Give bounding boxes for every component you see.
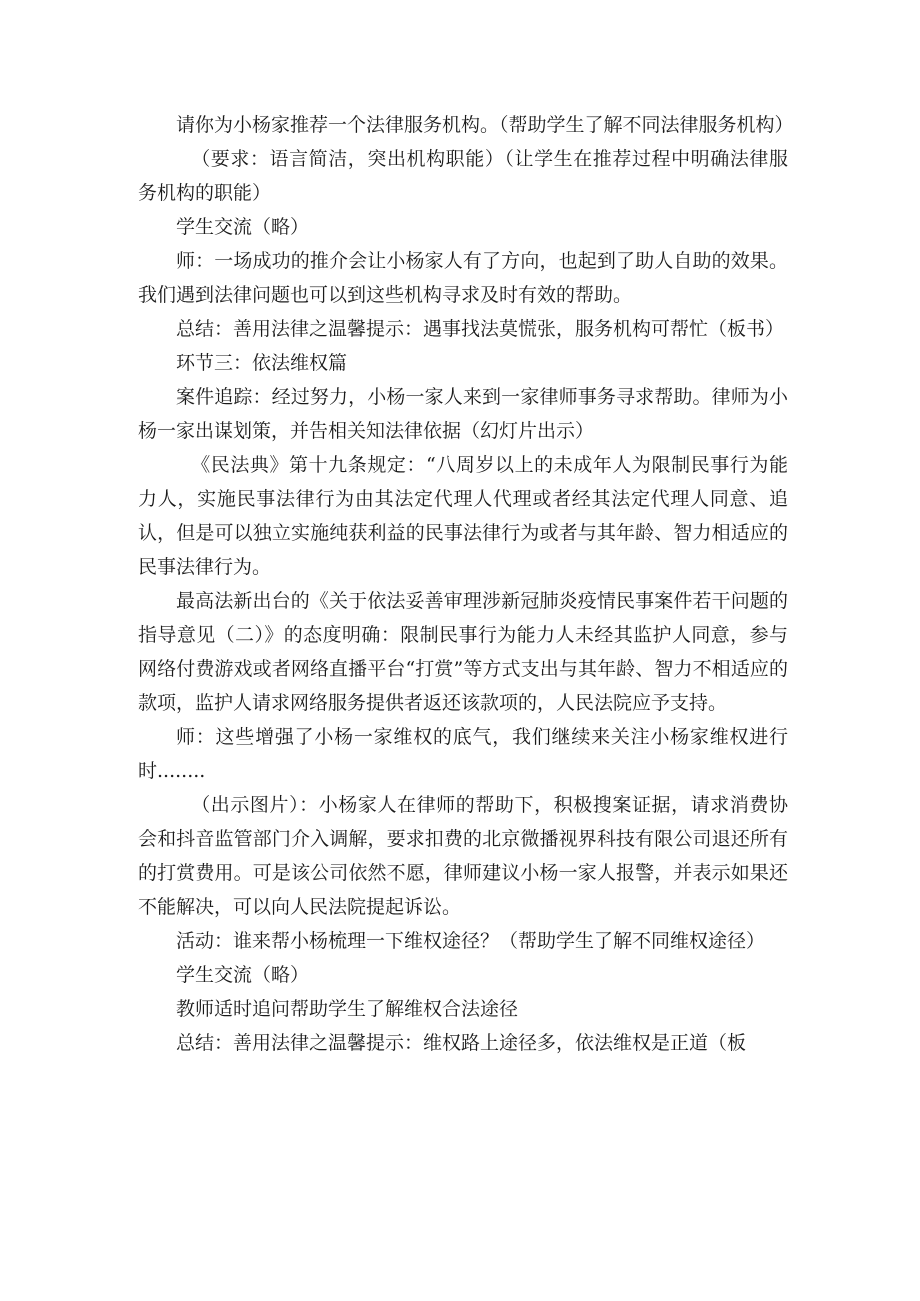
paragraph-student-exchange: 学生交流（略） — [176, 216, 310, 238]
paragraph-student-exchange-2: 学生交流（略） — [176, 964, 310, 986]
paragraph-summary-2: 总结：善用法律之温馨提示：维权路上途径多，依法维权是正道（板 — [176, 1032, 747, 1054]
paragraph-requirement: （要求：语言简洁，突出机构职能）（让学生在推荐过程中明确法律服务机构的职能） — [138, 148, 788, 204]
paragraph-civil-code: 《民法典》第十九条规定：“八周岁以上的未成年人为限制民事行为能力人，实施民事法律行为由其法定代理人代理或者经其法定代理人同意、追认，但是可以独立实施纯获利益的民事法律行为或者与其年龄、智力相适应的民事法律行为。 — [138, 454, 788, 578]
paragraph-teacher-remark: 师：一场成功的推介会让小杨家人有了方向，也起到了助人自助的效果。我们遇到法律问题也可以到这些机构寻求及时有效的帮助。 — [138, 250, 788, 306]
document-page — [138, 108, 794, 1060]
paragraph-supreme-court: 最高法新出台的《关于依法妥善审理涉新冠肺炎疫情民事案件若干问题的指导意见（二）》的态度明确：限制民事行为能力人未经其监护人同意，参与网络付费游戏或者网络直播平台“打赏”等方式支出与其年龄、智力不相适应的款项，监护人请求网络服务提供者返还该款项的，人民法院应予支持。 — [138, 590, 788, 714]
paragraph-show-picture: （出示图片）：小杨家人在律师的帮助下，积极搜案证据，请求消费协会和抖音监管部门介入调解，要求扣费的北京微播视界科技有限公司退还所有的打赏费用。可是该公司依然不愿，律师建议小杨一家人报警，并表示如果还不能解决，可以向人民法院提起诉讼。 — [138, 794, 788, 918]
paragraph-activity: 活动：谁来帮小杨梳理一下维权途径？（帮助学生了解不同维权途径） — [176, 930, 766, 952]
paragraph-recommend-institution: 请你为小杨家推荐一个法律服务机构。（帮助学生了解不同法律服务机构） — [176, 114, 794, 136]
paragraph-teacher-continue: 师：这些增强了小杨一家维权的底气，我们继续来关注小杨家维权进行时........ — [138, 726, 788, 782]
paragraph-case-tracking: 案件追踪：经过努力，小杨一家人来到一家律师事务寻求帮助。律师为小杨一家出谋划策，并告相关知法律依据（幻灯片出示） — [138, 386, 788, 442]
section-heading: 环节三：依法维权篇 — [176, 352, 348, 374]
paragraph-teacher-question: 教师适时追问帮助学生了解维权合法途径 — [176, 998, 519, 1020]
paragraph-summary: 总结：善用法律之温馨提示：遇事找法莫慌张，服务机构可帮忙（板书） — [176, 318, 785, 340]
